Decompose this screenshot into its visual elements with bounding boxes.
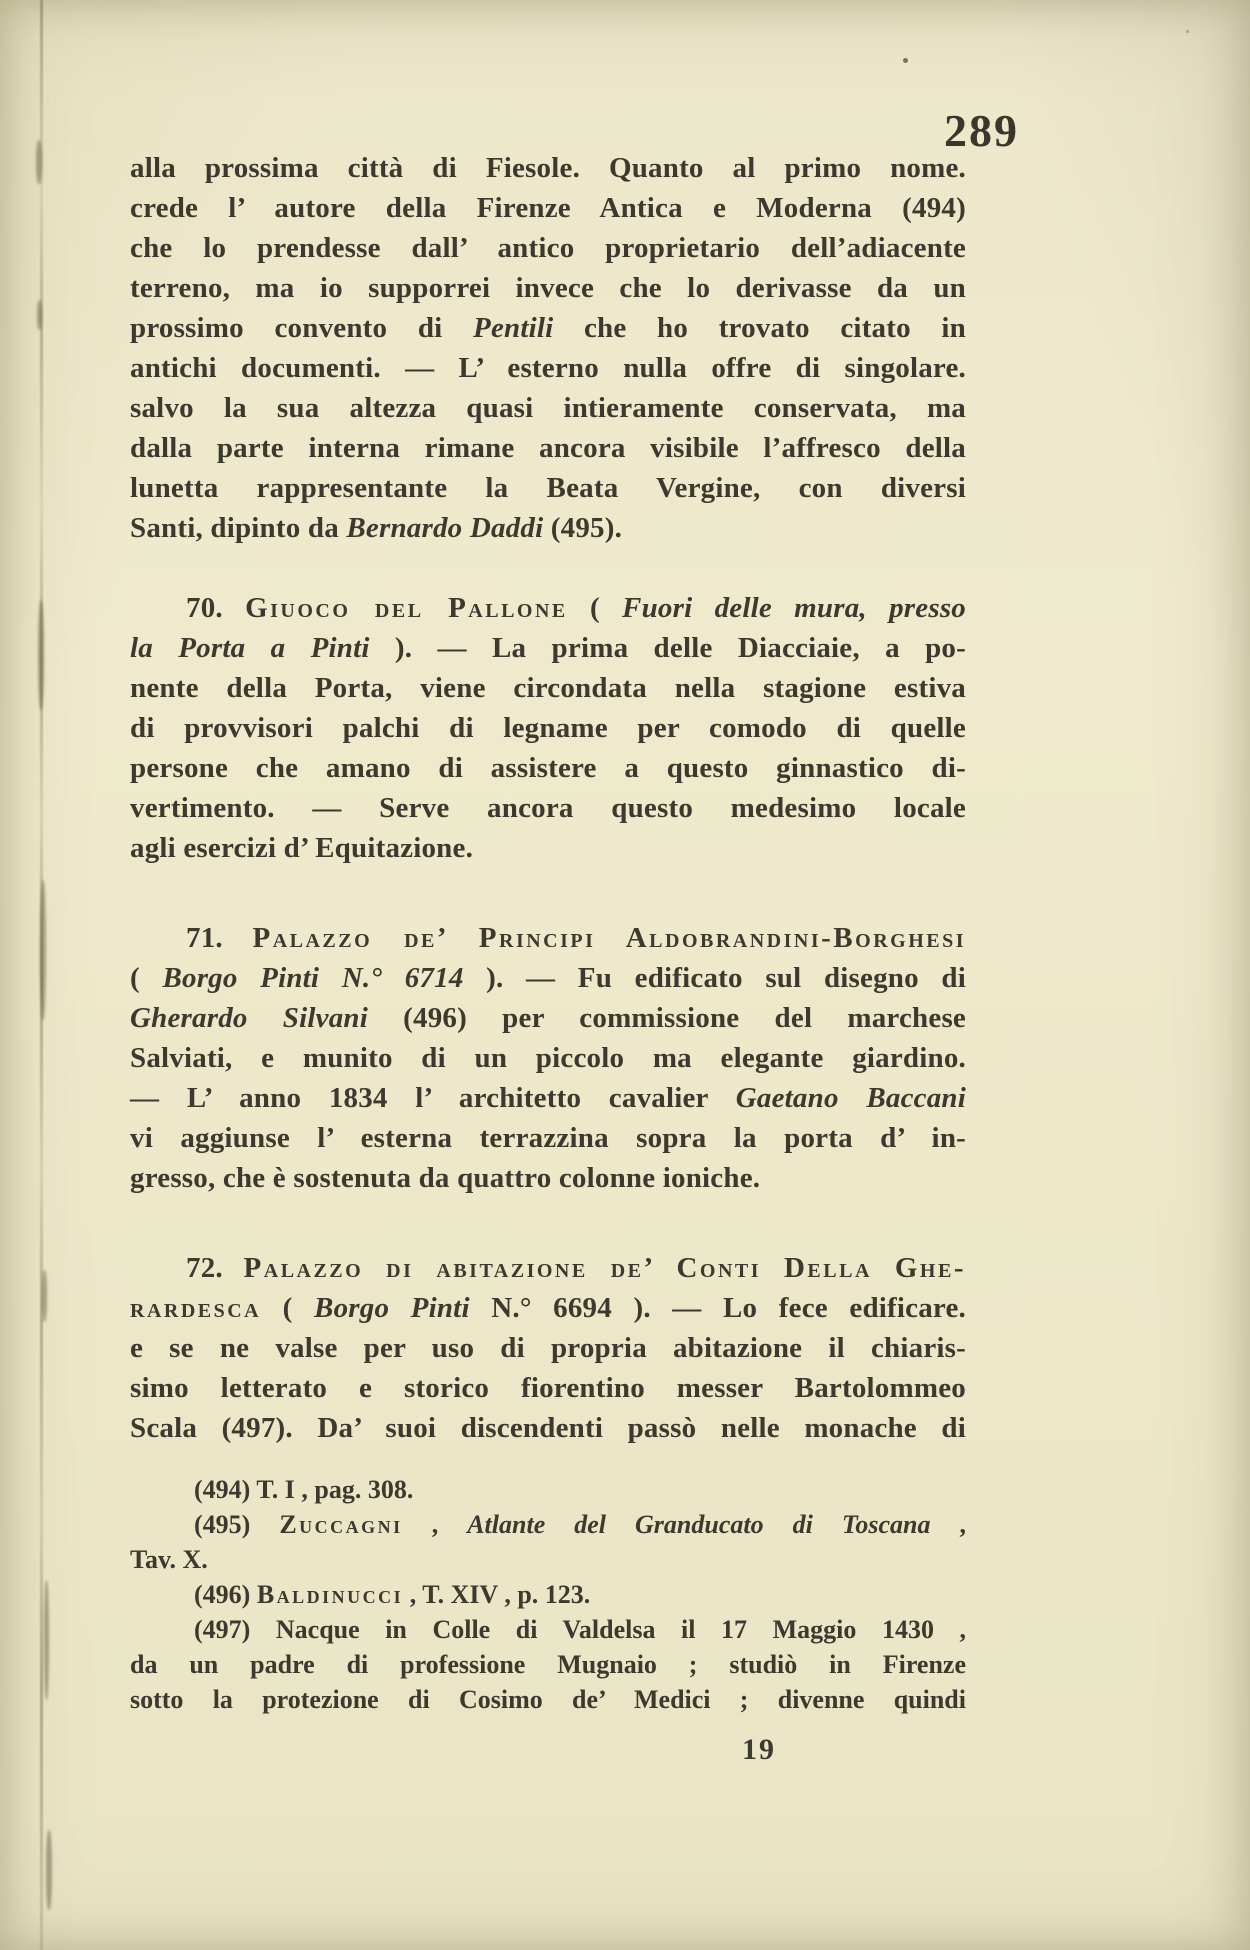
text-line: dalla parte interna rimane ancora visibile l’affresco della [130,432,966,464]
text-line: vertimento. — Serve ancora questo medesimo locale [130,792,966,824]
paragraph-72-palazzo-della-gherardesca [130,1248,966,1448]
footnote-line: sotto la protezione di Cosimo de’ Medici ; divenne quindi [130,1685,966,1714]
text-line: terreno, ma io supporrei invece che lo derivasse da un [130,272,966,304]
paper-blemish [37,300,42,330]
paragraph-70-giuoco-del-pallone [130,588,966,868]
ink-speck [1186,30,1189,33]
paper-blemish [36,140,42,184]
text-line: salvo la sua altezza quasi intieramente conservata, ma [130,392,966,424]
text-line: che lo prendesse dall’ antico proprietario dell’adiacente [130,232,966,264]
footnote-line: da un padre di professione Mugnaio ; studiò in Firenze [130,1650,966,1679]
text-line: Gherardo Silvani (496) per commissione del marchese [130,1002,967,1034]
text-line: 70. Giuoco del Pallone ( Fuori delle mura, presso [186,592,967,624]
text-line: nente della Porta, viene circondata nella stagione estiva [130,672,966,704]
footnote-line: Tav. X. [130,1545,208,1574]
footnote-line: (495) Zuccagni , Atlante del Granducato di Toscana , [194,1510,966,1539]
text-line: gresso, che è sostenuta da quattro colonne ioniche. [130,1162,761,1194]
text-line: ( Borgo Pinti N.° 6714 ). — Fu edificato sul disegno di [130,962,967,994]
footnote-line: (496) Baldinucci , T. XIV , p. 123. [194,1580,591,1609]
text-line: 72. Palazzo di abitazione de’ Conti Della Ghe- [186,1252,966,1284]
paper-blemish [38,600,44,710]
paragraph-71-palazzo-aldobrandini-borghesi [130,918,966,1198]
text-line: lunetta rappresentante la Beata Vergine, con diversi [130,472,966,504]
text-line: — L’ anno 1834 l’ architetto cavalier Gaetano Baccani [130,1082,966,1114]
text-line: Scala (497). Da’ suoi discendenti passò nelle monache di [130,1412,966,1444]
paper-blemish [44,1580,49,1700]
text-line: la Porta a Pinti ). — La prima delle Diacciaie, a po- [130,632,966,664]
text-line: Salviati, e munito di un piccolo ma elegante giardino. [130,1042,966,1074]
text-line: crede l’ autore della Firenze Antica e Moderna (494) [130,192,966,224]
text-line: prossimo convento di Pentili che ho trovato citato in [130,312,966,344]
text-line: vi aggiunse l’ esterna terrazzina sopra la porta d’ in- [130,1122,966,1154]
footnote-line: (494) T. I , pag. 308. [194,1475,414,1504]
paper-blemish [42,1270,47,1322]
footnote-line: (497) Nacque in Colle di Valdelsa il 17 Maggio 1430 , [194,1615,966,1644]
paper-blemish [46,1830,52,1910]
body-text [130,148,966,1448]
ink-speck [903,58,908,63]
text-line: simo letterato e storico fiorentino messer Bartolommeo [130,1372,966,1404]
footnotes [130,1472,966,1717]
paragraph-intro [130,148,966,548]
text-line: 71. Palazzo de’ Principi Aldobrandini-Borghesi [186,922,966,954]
text-line: e se ne valse per uso di propria abitazione il chiaris- [130,1332,966,1364]
text-block [130,148,966,1767]
text-line: antichi documenti. — L’ esterno nulla offre di singolare. [130,352,966,384]
signature-number: 19 [742,1733,776,1766]
text-line: agli esercizi d’ Equitazione. [130,832,474,864]
text-line: rardesca ( Borgo Pinti N.° 6694 ). — Lo fece edificare. [130,1292,966,1324]
paper-blemish [40,880,46,1020]
text-line: Santi, dipinto da Bernardo Daddi (495). [130,512,623,544]
text-line: alla prossima città di Fiesole. Quanto al primo nome. [130,152,966,184]
text-line: di provvisori palchi di legname per comodo di quelle [130,712,966,744]
page-number: 289 [944,105,1019,156]
text-line: persone che amano di assistere a questo ginnastico di- [130,752,966,784]
